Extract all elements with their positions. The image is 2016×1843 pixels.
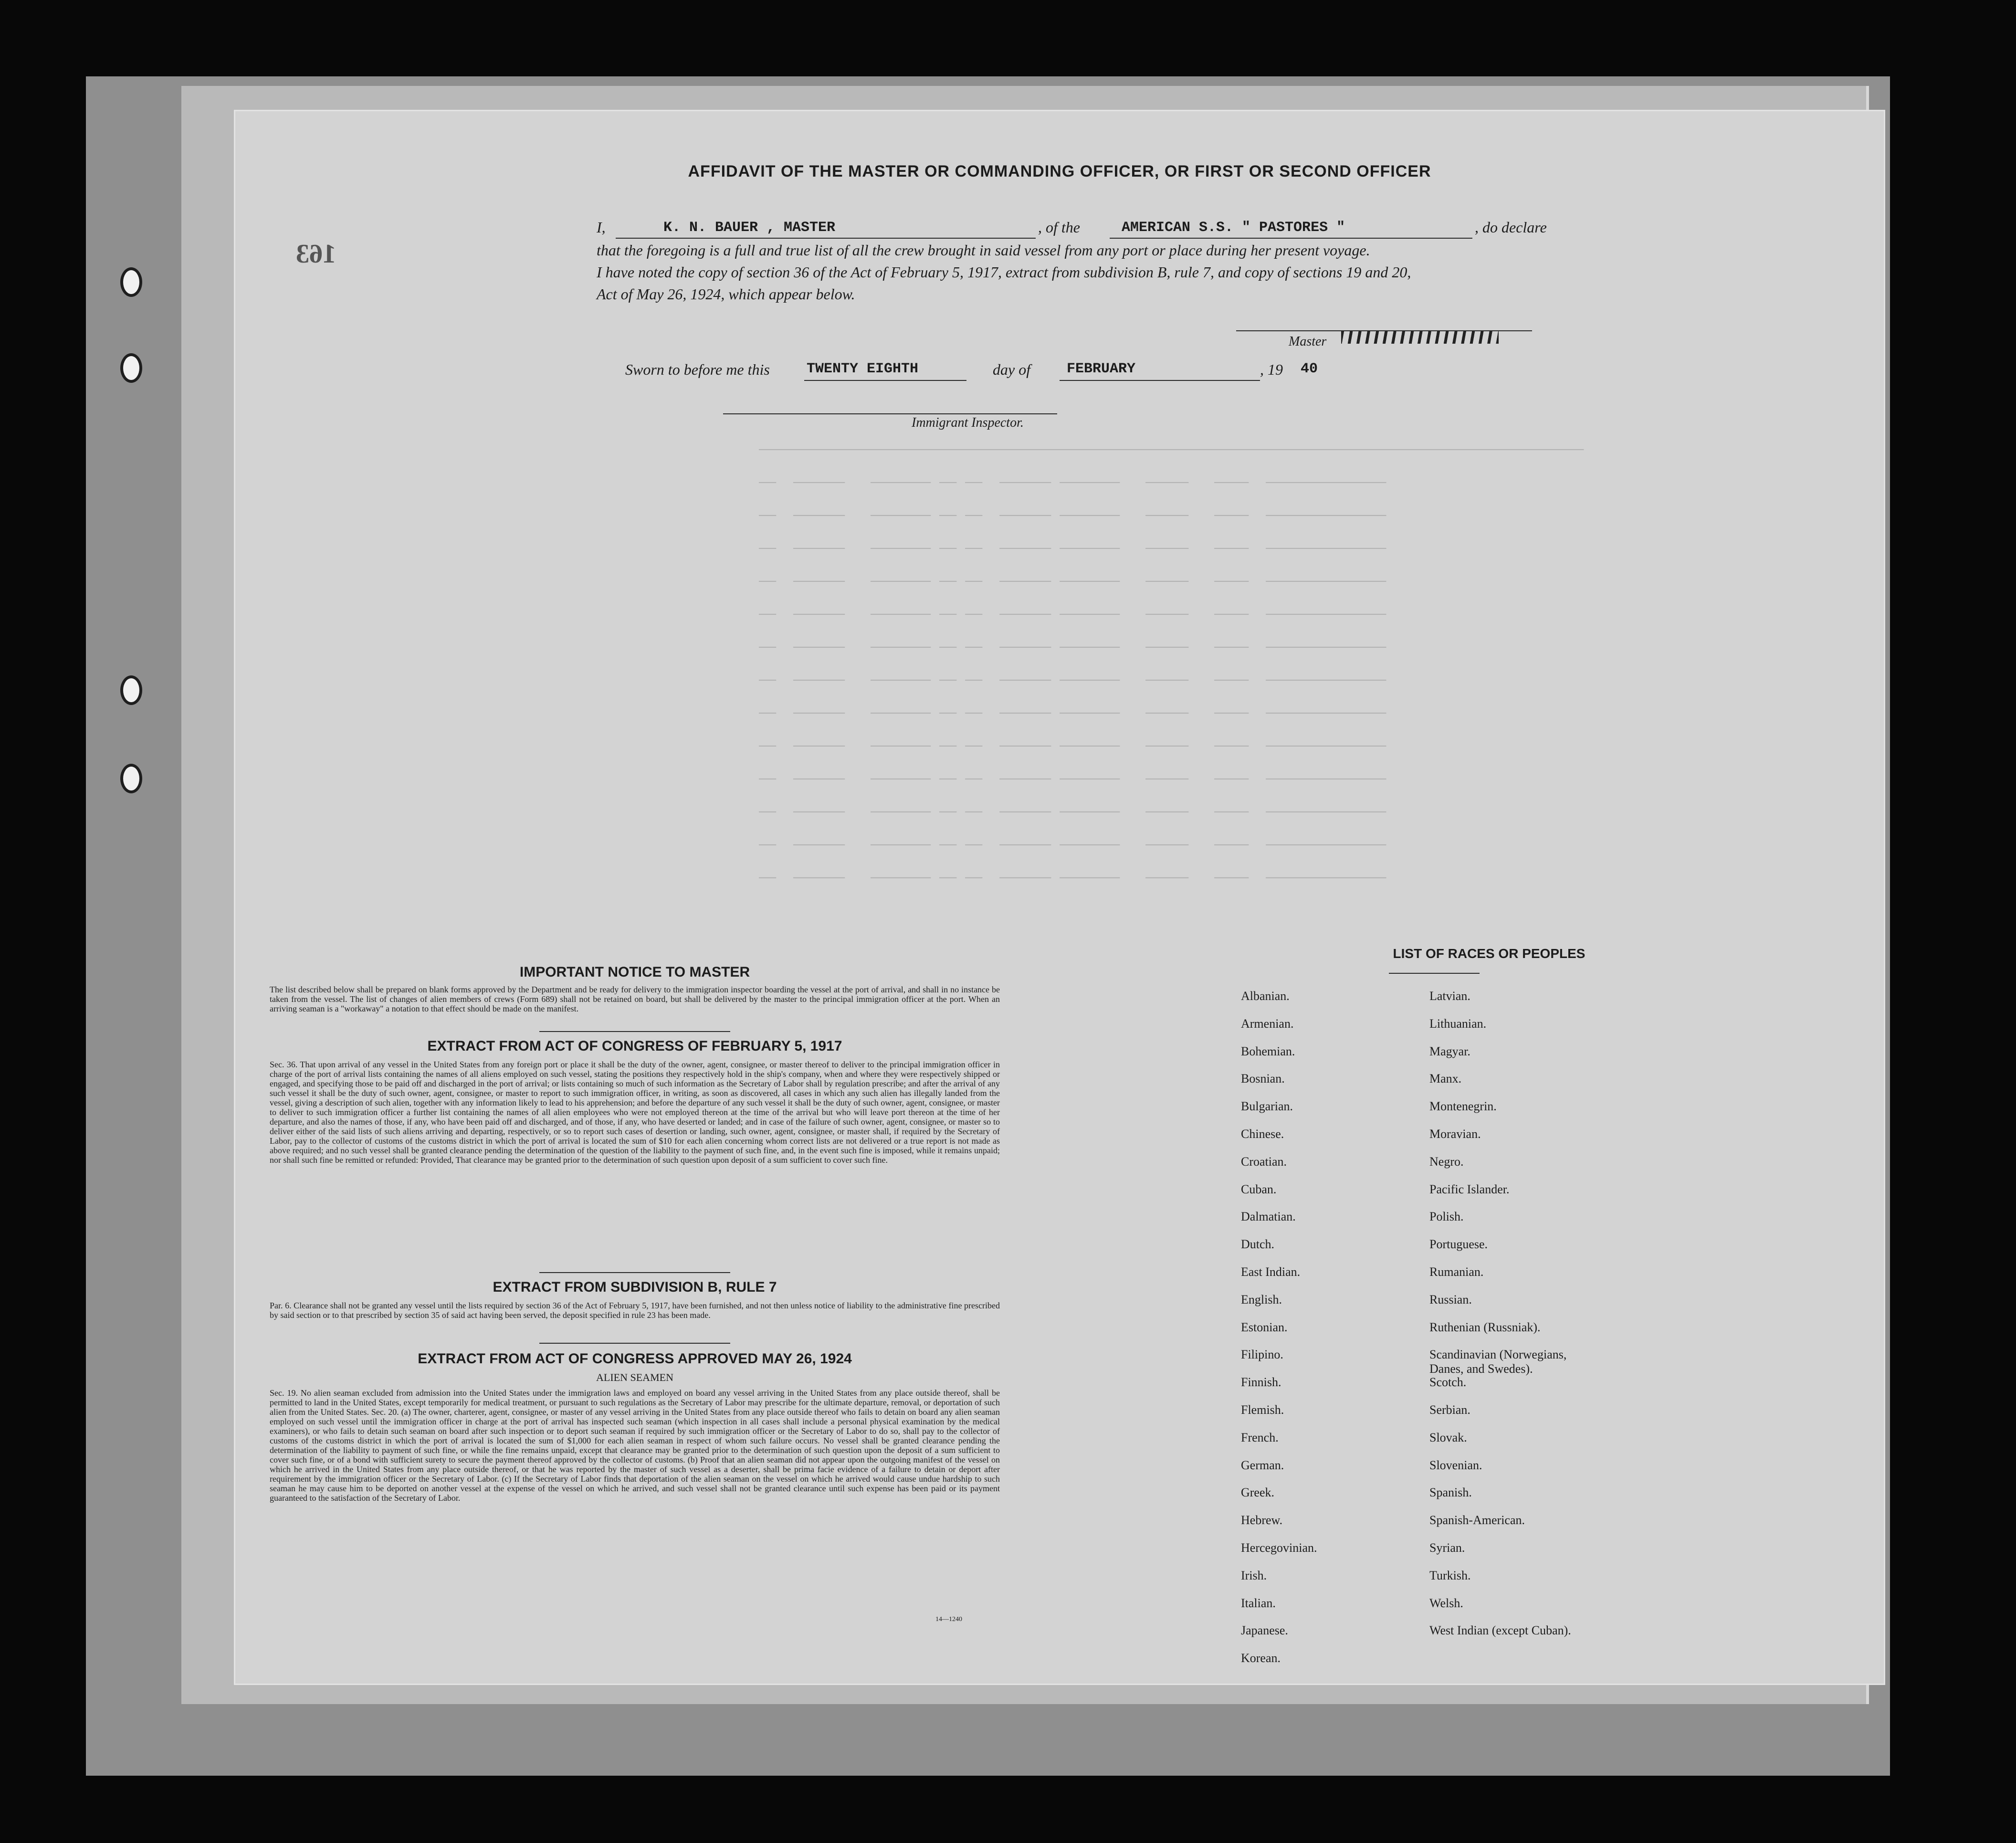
race-item: Rumanian. — [1429, 1265, 1484, 1279]
race-item: Magyar. — [1429, 1044, 1470, 1058]
year-suffix: 40 — [1301, 361, 1318, 377]
affidavit-line-3: I have noted the copy of section 36 of the Act of February 5, 1917, extract from subdivision B, rule 7, and copy of sections 19 and 20, — [597, 263, 1411, 281]
race-item: Scandinavian (Norwegians, — [1429, 1348, 1567, 1362]
sworn-day-line — [804, 380, 966, 381]
affidavit-i-label: I, — [597, 219, 606, 236]
section-divider — [539, 1272, 730, 1273]
section-divider — [539, 1031, 730, 1032]
punch-hole — [120, 675, 142, 705]
race-item: Japanese. — [1241, 1623, 1288, 1638]
sworn-label: Sworn to before me this — [625, 361, 770, 378]
race-item: Flemish. — [1241, 1403, 1284, 1417]
race-item: English. — [1241, 1292, 1282, 1306]
race-item: Italian. — [1241, 1596, 1276, 1610]
inspector-label: Immigrant Inspector. — [912, 415, 1024, 430]
form-number: 14—1240 — [935, 1616, 962, 1623]
races-title: LIST OF RACES OR PEOPLES — [1393, 946, 1586, 961]
race-item: Moravian. — [1429, 1127, 1481, 1141]
race-item: Portuguese. — [1429, 1237, 1488, 1252]
affidavit-page — [234, 110, 1885, 1685]
sworn-month-line — [1060, 380, 1260, 381]
race-item: Slovak. — [1429, 1430, 1467, 1444]
extract-1924-title: EXTRACT FROM ACT OF CONGRESS APPROVED MAY 26, 1924 — [418, 1351, 852, 1367]
race-item: Dalmatian. — [1241, 1210, 1296, 1224]
inspector-signature-line — [723, 413, 1057, 414]
race-item: Cuban. — [1241, 1182, 1277, 1196]
race-item: Serbian. — [1429, 1403, 1470, 1417]
race-item: Croatian. — [1241, 1154, 1287, 1169]
bleed-through: ──────────────────────────────────────────────────────────────────────────────────────────────── ── ────── ─────── ── ── ────── ─────── ───── ──── ────────────── ── ────── ─────── ── ── ────── ─────── ───── ──── ────────────── ── ────── ─────── ── ── ────── ─────── ───── ──── ────────────── ── ────── ─────── ── ── ────── ─────── ───── ──── ────────────── ── ────── ─────── ── ── ────── ─────── ───── ──── ────────────── ── ────── ─────── ── ── ────── ─────── ───── ──── ────────────── ── ────── ─────── ── ── ────── ─────── ───── ──── ────────────── ── ────── ─────── ── ── ────── ─────── ───── ──── ────────────── ── ────── ─────── ── ── ────── ─────── ───── ──── ────────────── ── ────── ─────── ── ── ────── ─────── ───── ──── ────────────── ── ────── ─────── ── ── ────── ─────── ───── ──── ────────────── ── ────── ─────── ── ── ────── ─────── ───── ──── ────────────── ── ────── ─────── ── ── ────── ─────── ───── ──── ────────────── — [759, 442, 1584, 887]
race-item: Polish. — [1429, 1210, 1464, 1224]
section-divider — [539, 1343, 730, 1344]
race-item: Spanish-American. — [1429, 1513, 1525, 1527]
race-item: Scotch. — [1429, 1375, 1467, 1390]
extract-1924-subtitle: ALIEN SEAMEN — [596, 1371, 673, 1383]
race-item: Greek. — [1241, 1485, 1275, 1500]
punch-hole — [120, 353, 142, 383]
race-item: Irish. — [1241, 1568, 1267, 1582]
race-item: Slovenian. — [1429, 1458, 1482, 1472]
sworn-day-value: TWENTY EIGHTH — [807, 361, 919, 377]
punch-hole — [120, 764, 142, 793]
race-item: French. — [1241, 1430, 1279, 1444]
of-the-label: , of the — [1038, 219, 1080, 236]
race-item: Turkish. — [1429, 1568, 1471, 1582]
extract-1917-title: EXTRACT FROM ACT OF CONGRESS OF FEBRUARY 5, 1917 — [427, 1038, 842, 1054]
extract-1917-body: Sec. 36. That upon arrival of any vessel in the United States from any foreign port or place it shall be the duty of the owner, agent, consignee, or master thereof to deliver to the principal immigration officer in charge of the port of arrival lists containing the names of all aliens employed on such vessel, stating the positions they respectively hold in the ship's company, when and where they were respectively shipped or engaged, and specifying those to be paid off and discharged in the port of arrival; or lists containing so much of such information as the Secretary of Labor shall by regulation prescribe; and after the arrival of any such vessel it shall be the duty of such owner, agent, consignee, or master to report to such immigration officer, in writing, as soon as discovered, all cases in which any such alien has illegally landed from the vessel, giving a description of such alien, together with any information likely to lead to his apprehension; and before the departure of any such vessel it shall be the duty of such owner, agent, consignee, or master to deliver to such immigration officer a further list containing the names of all alien employees who were not employed thereon at the time of the arrival but who will leave port thereon at the time of her departure, and also the names of those, if any, who have been paid off and discharged, and of those, if any, who have deserted or landed; and in case of the failure of such owner, agent, consignee, or master so to deliver either of the said lists of such aliens arriving and departing, respectively, or so to report such cases of desertion or landing, such owner, agent, consignee, or master shall, if required by the Secretary of Labor, pay to the collector of customs of the customs district in which the port of arrival is located the sum of $10 for each alien concerning whom correct lists are not delivered or a true report is not made as above required; and no such vessel shall be granted clearance pending the determination of the question of the liability to the payment of such fine, and, in the event such fine is imposed, while it remains unpaid; nor shall such fine be remitted or refunded: Provided, That clearance may be granted prior to the determination of such question upon deposit of a sum sufficient to cover such fine. — [270, 1060, 1000, 1165]
sworn-month-value: FEBRUARY — [1067, 361, 1136, 377]
affidavit-line-2: that the foregoing is a full and true list of all the crew brought in said vessel from any port or place during her present voyage. — [597, 242, 1370, 259]
races-title-rule — [1389, 973, 1480, 974]
race-item: Syrian. — [1429, 1541, 1465, 1555]
margin-page-number: 163 — [296, 239, 336, 269]
master-name-line — [616, 238, 1036, 239]
affidavit-title: AFFIDAVIT OF THE MASTER OR COMMANDING OFFICER, OR FIRST OR SECOND OFFICER — [688, 162, 1431, 180]
race-item: Hercegovinian. — [1241, 1541, 1317, 1555]
race-item: Montenegrin. — [1429, 1099, 1497, 1114]
day-of-label: day of — [993, 361, 1031, 378]
master-name-value: K. N. BAUER , MASTER — [663, 220, 836, 236]
extract-1924-body: Sec. 19. No alien seaman excluded from admission into the United States under the immigration laws and employed on board any vessel arriving in the United States from any place outside thereof, shall be permitted to land in the United States, except temporarily for medical treatment, or pursuant to such regulations as the Secretary of Labor may prescribe for the ultimate departure, removal, or deportation of such alien from the United States. Sec. 20. (a) The owner, charterer, agent, consignee, or master of any vessel arriving in the United States from any place outside thereof who fails to detain on board any alien seaman employed on such vessel until the immigration officer in charge at the port of arrival has inspected such seaman (which inspection in all cases shall include a personal physical examination by the medical examiners), or who fails to detain such seaman on board after such inspection or to deport such seaman if required by such immigration officer or the Secretary of Labor to do so, shall pay to the collector of customs of the customs district in which the port of arrival is located the sum of $1,000 for each alien seaman in respect of whom such failure occurs. No vessel shall be granted clearance pending the determination of the liability to payment of such fine, or while the fine remains unpaid, except that clearance may be granted prior to the determination of such question upon the deposit of a sum sufficient to cover such fine, or of a bond with sufficient surety to secure the payment thereof approved by the collector of customs. (b) Proof that an alien seaman did not appear upon the outgoing manifest of the vessel on which he arrived in the United States from any place outside thereof, or that he was reported by the master of such vessel as a deserter, shall be prima facie evidence of a failure to detain or deport after requirement by the immigration officer or the Secretary of Labor. (c) If the Secretary of Labor finds that deportation of the alien seaman on the vessel on which he arrived would cause undue hardship to such seaman he may cause him to be deported on another vessel at the expense of the vessel on which he arrived, and such vessel shall not be granted clearance until such expense has been paid or its payment guaranteed to the satisfaction of the Secretary of Labor. — [270, 1388, 1000, 1503]
race-item: German. — [1241, 1458, 1284, 1472]
race-item: Finnish. — [1241, 1375, 1281, 1390]
punch-hole — [120, 267, 142, 297]
race-item: Spanish. — [1429, 1485, 1472, 1500]
affidavit-line-4: Act of May 26, 1924, which appear below. — [597, 285, 855, 303]
race-item: Manx. — [1429, 1072, 1462, 1086]
race-item: Welsh. — [1429, 1596, 1463, 1610]
race-item: Filipino. — [1241, 1348, 1283, 1362]
race-item: Estonian. — [1241, 1320, 1288, 1334]
do-declare-label: , do declare — [1475, 219, 1547, 236]
vessel-name-line — [1110, 238, 1472, 239]
extract-rule7-body: Par. 6. Clearance shall not be granted any vessel until the lists required by section 36 of the Act of February 5, 1917, have been furnished, and not then unless notice of liability to the administrative fine prescribed by said section or to that prescribed by section 35 of said act having been served, the deposit specified in rule 23 has been made. — [270, 1301, 1000, 1320]
vessel-name-value: AMERICAN S.S. " PASTORES " — [1122, 220, 1345, 236]
race-item: Lithuanian. — [1429, 1016, 1487, 1031]
race-item: Bohemian. — [1241, 1044, 1295, 1058]
race-item: Russian. — [1429, 1292, 1472, 1306]
race-item: Hebrew. — [1241, 1513, 1283, 1527]
race-item: Korean. — [1241, 1651, 1281, 1665]
race-item: West Indian (except Cuban). — [1429, 1623, 1571, 1638]
race-item: Bulgarian. — [1241, 1099, 1293, 1114]
race-item: Pacific Islander. — [1429, 1182, 1510, 1196]
struck-through-text — [1341, 331, 1499, 344]
notice-body: The list described below shall be prepared on blank forms approved by the Department and be ready for delivery to the immigration inspector boarding the vessel at the port of arrival, and shall in no instance be taken from the vessel. The list of changes of alien members of crews (Form 689) shall not be retained on board, but shall be delivered by the master to the principal immigration officer at the port. When an arriving seaman is a "workaway" a notation to that effect should be made on the manifest. — [270, 985, 1000, 1013]
race-item: Ruthenian (Russniak). — [1429, 1320, 1541, 1334]
race-item: Bosnian. — [1241, 1072, 1285, 1086]
master-label: Master — [1289, 334, 1327, 349]
race-item: Danes, and Swedes). — [1429, 1362, 1533, 1376]
race-item: Negro. — [1429, 1154, 1464, 1169]
race-item: Albanian. — [1241, 989, 1290, 1003]
race-item: East Indian. — [1241, 1265, 1301, 1279]
race-item: Latvian. — [1429, 989, 1470, 1003]
race-item: Chinese. — [1241, 1127, 1284, 1141]
race-item: Armenian. — [1241, 1016, 1294, 1031]
extract-rule7-title: EXTRACT FROM SUBDIVISION B, RULE 7 — [493, 1279, 777, 1295]
year-prefix: , 19 — [1260, 361, 1283, 378]
race-item: Dutch. — [1241, 1237, 1275, 1252]
notice-title: IMPORTANT NOTICE TO MASTER — [519, 964, 750, 980]
